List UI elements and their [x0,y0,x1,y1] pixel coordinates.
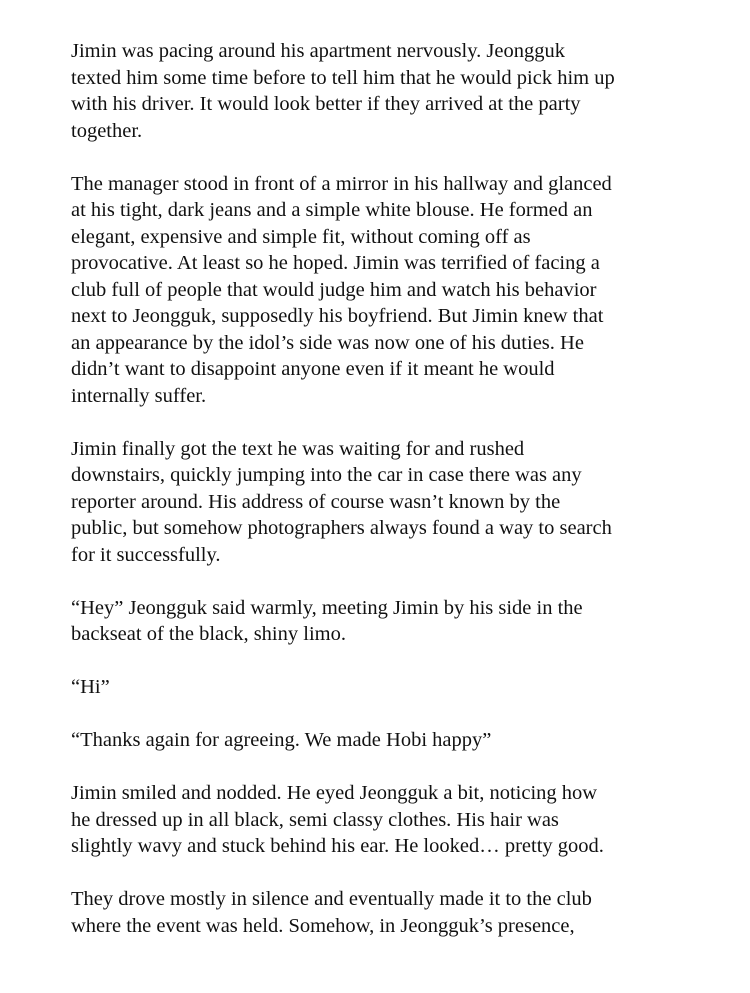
text-line: slightly wavy and stuck behind his ear. He looked… pretty good. [71,835,604,857]
text-line: with his driver. It would look better if they arrived at the party [71,93,581,115]
text-line: “Thanks again for agreeing. We made Hobi happy” [71,729,492,751]
text-line: internally suffer. [71,384,207,407]
text-line: texted him some time before to tell him that he would pick him up [71,66,615,89]
text-line: he dressed up in all black, semi classy clothes. His hair was [71,808,559,831]
text-line: provocative. At least so he hoped. Jimin was terrified of facing a [71,252,600,274]
paragraph-2 [71,171,711,410]
paragraph-1 [71,38,711,144]
text-line: where the event was held. Somehow, in Jeongguk’s presence, [71,914,575,937]
text-line: They drove mostly in silence and eventually made it to the club [71,888,592,910]
text-line: for it successfully. [71,543,221,566]
text-line: club full of people that would judge him and watch his behavior [71,278,597,301]
text-line: downstairs, quickly jumping into the car in case there was any [71,464,582,486]
paragraph-4 [71,595,711,648]
text-line: Jimin was pacing around his apartment nervously. Jeongguk [71,40,565,62]
text-line: next to Jeongguk, supposedly his boyfriend. But Jimin knew that [71,305,604,327]
paragraph-3 [71,436,711,569]
paragraph-6 [71,727,711,754]
text-line: together. [71,119,143,142]
text-line: an appearance by the idol’s side was now one of his duties. He [71,331,584,354]
text-line: elegant, expensive and simple fit, without coming off as [71,225,531,248]
paragraph-5 [71,674,711,701]
text-line: “Hi” [71,676,110,698]
paragraph-8 [71,886,711,939]
text-line: backseat of the black, shiny limo. [71,623,346,645]
text-line: at his tight, dark jeans and a simple white blouse. He formed an [71,199,593,221]
paragraph-7 [71,780,711,860]
text-line: The manager stood in front of a mirror in his hallway and glanced [71,172,612,195]
text-line: didn’t want to disappoint anyone even if it meant he would [71,358,555,380]
text-line: reporter around. His address of course wasn’t known by the [71,490,561,513]
text-line: Jimin finally got the text he was waiting for and rushed [71,437,525,460]
document-page [71,38,711,966]
text-line: Jimin smiled and nodded. He eyed Jeongguk a bit, noticing how [71,782,598,804]
text-line: “Hey” Jeongguk said warmly, meeting Jimin by his side in the [71,596,583,619]
text-line: public, but somehow photographers always found a way to search [71,517,612,539]
